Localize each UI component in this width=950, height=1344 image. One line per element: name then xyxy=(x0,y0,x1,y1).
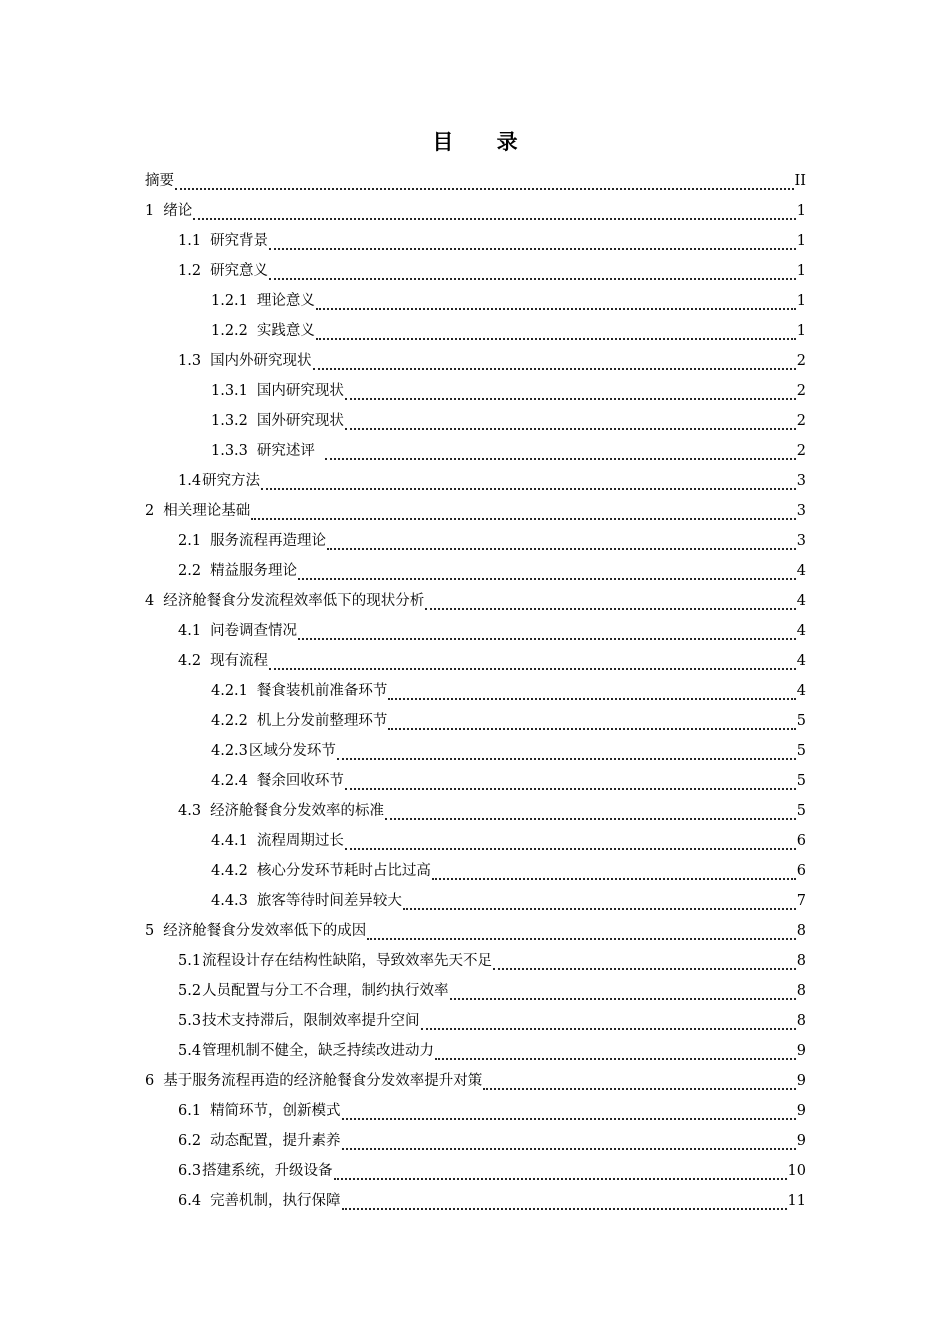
toc-entry-number: 1.3.2 xyxy=(211,413,248,429)
toc-entry-page-number: 8 xyxy=(796,923,806,939)
toc-entry-page-number: 4 xyxy=(796,563,806,579)
toc-entry-number: 1.4 xyxy=(178,473,202,489)
toc-entry-number: 4.2.1 xyxy=(211,683,248,699)
toc-entry[interactable] xyxy=(211,826,806,856)
toc-entry[interactable] xyxy=(211,886,806,916)
toc-entry-page-number: 2 xyxy=(796,413,806,429)
toc-entry-label: 区域分发环节 xyxy=(248,743,336,759)
toc-entry[interactable] xyxy=(211,316,806,346)
toc-entry-page-number: 11 xyxy=(787,1193,806,1209)
toc-entry-page-number: 3 xyxy=(796,503,806,519)
toc-entry-label: 动态配置，提升素养 xyxy=(210,1133,341,1149)
toc-entry-page-number: 9 xyxy=(796,1133,806,1149)
toc-leader-dots xyxy=(425,591,796,610)
toc-entry-label: 服务流程再造理论 xyxy=(210,533,327,549)
toc-entry-page-number: 3 xyxy=(796,473,806,489)
toc-leader-dots xyxy=(432,861,796,880)
toc-entry[interactable] xyxy=(178,976,806,1006)
toc-entry-label: 研究述评 xyxy=(256,443,315,459)
toc-leader-dots xyxy=(345,381,796,400)
toc-entry-label: 国外研究现状 xyxy=(256,413,344,429)
toc-entry-page-number: II xyxy=(794,173,806,189)
toc-entry-number: 1.1 xyxy=(178,233,202,249)
toc-entry-label: 搭建系统，升级设备 xyxy=(202,1163,333,1179)
toc-entry-label: 基于服务流程再造的经济舱餐食分发效率提升对策 xyxy=(163,1073,483,1089)
toc-entry-page-number: 8 xyxy=(796,1013,806,1029)
toc-leader-dots xyxy=(193,201,796,220)
toc-entry-number: 5 xyxy=(145,923,155,939)
toc-entry-label: 经济舱餐食分发流程效率低下的现状分析 xyxy=(163,593,425,609)
toc-leader-dots xyxy=(435,1041,796,1060)
toc-leader-dots xyxy=(269,651,796,670)
toc-entry[interactable] xyxy=(211,286,806,316)
toc-entry-page-number: 5 xyxy=(796,713,806,729)
toc-entry-number: 1.3.3 xyxy=(211,443,248,459)
toc-entry-label: 经济舱餐食分发效率低下的成因 xyxy=(163,923,367,939)
toc-entry-label: 相关理论基础 xyxy=(163,503,251,519)
toc-entry[interactable] xyxy=(178,1156,806,1186)
toc-entry-number: 4.4.3 xyxy=(211,893,248,909)
toc-entry-number: 1.2.1 xyxy=(211,293,248,309)
toc-entry[interactable] xyxy=(145,586,806,616)
page-title: 目 录 xyxy=(432,130,536,154)
toc-leader-dots xyxy=(388,711,795,730)
toc-entry-number: 4.2.4 xyxy=(211,773,248,789)
toc-entry-page-number: 2 xyxy=(796,383,806,399)
toc-leader-dots xyxy=(316,321,796,340)
toc-entry[interactable] xyxy=(178,1006,806,1036)
toc-entry-number: 1.2 xyxy=(178,263,202,279)
toc-leader-dots xyxy=(261,471,796,490)
toc-entry-number: 6.4 xyxy=(178,1193,202,1209)
toc-leader-dots xyxy=(327,531,796,550)
toc-leader-dots xyxy=(367,921,796,940)
toc-entry-number: 4.4.1 xyxy=(211,833,248,849)
toc-entry-label: 国内研究现状 xyxy=(256,383,344,399)
toc-leader-dots xyxy=(403,891,796,910)
toc-entry-page-number: 3 xyxy=(796,533,806,549)
toc-leader-dots xyxy=(334,1161,787,1180)
toc-entry-page-number: 9 xyxy=(796,1073,806,1089)
toc-entry-number: 2.2 xyxy=(178,563,202,579)
toc-entry-page-number: 4 xyxy=(796,653,806,669)
toc-entry-page-number: 6 xyxy=(796,863,806,879)
toc-entry-number: 5.4 xyxy=(178,1043,202,1059)
toc-entry-label: 摘要 xyxy=(145,173,174,189)
toc-leader-dots xyxy=(385,801,796,820)
toc-entry[interactable] xyxy=(211,706,806,736)
toc-entry[interactable] xyxy=(178,556,806,586)
toc-entry-label: 核心分发环节耗时占比过高 xyxy=(256,863,431,879)
toc-entry-page-number: 9 xyxy=(796,1043,806,1059)
toc-entry-page-number: 4 xyxy=(796,623,806,639)
toc-leader-dots xyxy=(345,411,796,430)
toc-leader-dots xyxy=(450,981,796,1000)
toc-entry-page-number: 8 xyxy=(796,953,806,969)
toc-entry-page-number: 5 xyxy=(796,773,806,789)
toc-entry-page-number: 5 xyxy=(796,743,806,759)
toc-entry-page-number: 9 xyxy=(796,1103,806,1119)
toc-entry-label: 餐余回收环节 xyxy=(256,773,344,789)
toc-entry-label: 绪论 xyxy=(163,203,193,219)
toc-entry[interactable] xyxy=(211,436,806,466)
toc-entry-number: 1 xyxy=(145,203,155,219)
toc-entry-number: 1.2.2 xyxy=(211,323,248,339)
toc-entry-number: 2 xyxy=(145,503,155,519)
toc-entry-number: 4.1 xyxy=(178,623,202,639)
toc-entry[interactable] xyxy=(145,916,806,946)
toc-leader-dots xyxy=(298,561,796,580)
toc-entry-number: 6.1 xyxy=(178,1103,202,1119)
toc-entry-number: 4.2 xyxy=(178,653,202,669)
toc-entry-page-number: 10 xyxy=(787,1163,806,1179)
toc-entry-page-number: 1 xyxy=(796,203,806,219)
toc-entry[interactable] xyxy=(178,946,806,976)
toc-entry[interactable] xyxy=(211,766,806,796)
toc-entry[interactable] xyxy=(178,1096,806,1126)
toc-entry-label: 现有流程 xyxy=(210,653,269,669)
toc-entry[interactable] xyxy=(178,1036,806,1066)
toc-entry-label: 研究方法 xyxy=(202,473,261,489)
toc-entry-label: 研究背景 xyxy=(210,233,269,249)
toc-leader-dots xyxy=(313,351,796,370)
toc-entry-page-number: 1 xyxy=(796,263,806,279)
toc-entry-number: 6.3 xyxy=(178,1163,202,1179)
toc-entry-label: 问卷调查情况 xyxy=(210,623,298,639)
toc-entry-page-number: 1 xyxy=(796,323,806,339)
toc-entry[interactable] xyxy=(211,856,806,886)
toc-entry-number: 5.1 xyxy=(178,953,202,969)
toc-entry[interactable] xyxy=(145,496,806,526)
toc-entry-label: 理论意义 xyxy=(256,293,315,309)
toc-entry[interactable] xyxy=(178,226,806,256)
toc-entry-number: 4.2.2 xyxy=(211,713,248,729)
toc-entry[interactable] xyxy=(178,646,806,676)
toc-entry-page-number: 4 xyxy=(796,593,806,609)
toc-entry-label: 实践意义 xyxy=(256,323,315,339)
toc-entry-label: 流程设计存在结构性缺陷，导致效率先天不足 xyxy=(202,953,493,969)
toc-leader-dots xyxy=(421,1011,796,1030)
toc-entry[interactable] xyxy=(178,616,806,646)
toc-leader-dots xyxy=(269,261,796,280)
toc-entry-number: 1.3.1 xyxy=(211,383,248,399)
toc-entry[interactable] xyxy=(211,736,806,766)
toc-entry-number: 1.3 xyxy=(178,353,202,369)
toc-entry-number: 6 xyxy=(145,1073,155,1089)
toc-leader-dots xyxy=(342,1101,796,1120)
toc-entry-label: 餐食装机前准备环节 xyxy=(256,683,388,699)
toc-entry-page-number: 1 xyxy=(796,293,806,309)
toc-entry-label: 国内外研究现状 xyxy=(210,353,312,369)
toc-entry[interactable] xyxy=(178,256,806,286)
toc-entry-page-number: 6 xyxy=(796,833,806,849)
toc-entry[interactable] xyxy=(178,1126,806,1156)
toc-entry-page-number: 4 xyxy=(796,683,806,699)
toc-entry-label: 人员配置与分工不合理，制约执行效率 xyxy=(202,983,449,999)
toc-leader-dots xyxy=(316,291,796,310)
toc-entry[interactable] xyxy=(145,1066,806,1096)
toc-entry-number: 4.3 xyxy=(178,803,202,819)
toc-entry[interactable] xyxy=(145,196,806,226)
toc-leader-dots xyxy=(345,771,796,790)
toc-entry-label: 精简环节，创新模式 xyxy=(210,1103,341,1119)
toc-entry-number: 4 xyxy=(145,593,155,609)
toc-leader-dots xyxy=(342,1191,787,1210)
toc-entry-label: 完善机制，执行保障 xyxy=(210,1193,341,1209)
toc-leader-dots xyxy=(345,831,796,850)
toc-leader-dots xyxy=(325,441,796,460)
toc-entry-number: 6.2 xyxy=(178,1133,202,1149)
toc-leader-dots xyxy=(342,1131,796,1150)
toc-entry-number: 4.4.2 xyxy=(211,863,248,879)
toc-entry[interactable] xyxy=(211,376,806,406)
toc-leader-dots xyxy=(493,951,796,970)
toc-leader-dots xyxy=(483,1071,796,1090)
toc-entry-label: 旅客等待时间差异较大 xyxy=(256,893,402,909)
toc-leader-dots xyxy=(388,681,795,700)
toc-entry[interactable] xyxy=(211,406,806,436)
toc-entry[interactable] xyxy=(178,466,806,496)
toc-entry[interactable] xyxy=(178,526,806,556)
toc-entry-label: 研究意义 xyxy=(210,263,269,279)
toc-entry[interactable] xyxy=(178,796,806,826)
toc-entry[interactable] xyxy=(145,166,806,196)
toc-entry-page-number: 2 xyxy=(796,353,806,369)
toc-entry-page-number: 2 xyxy=(796,443,806,459)
toc-entry-number: 2.1 xyxy=(178,533,202,549)
toc-entry-label: 精益服务理论 xyxy=(210,563,298,579)
toc-entry-label: 技术支持滞后，限制效率提升空间 xyxy=(202,1013,420,1029)
toc-entry-page-number: 7 xyxy=(796,893,806,909)
toc-leader-dots xyxy=(337,741,796,760)
toc-entry-label: 机上分发前整理环节 xyxy=(256,713,388,729)
toc-entry[interactable] xyxy=(178,346,806,376)
toc-entry-page-number: 8 xyxy=(796,983,806,999)
toc-entry-page-number: 1 xyxy=(796,233,806,249)
toc-entry-label: 流程周期过长 xyxy=(256,833,344,849)
toc-leader-dots xyxy=(269,231,796,250)
toc-entry-number: 4.2.3 xyxy=(211,743,248,759)
toc-entry[interactable] xyxy=(211,676,806,706)
toc-entry-number: 5.2 xyxy=(178,983,202,999)
toc-leader-dots xyxy=(175,171,794,190)
table-of-contents xyxy=(0,166,950,1216)
toc-entry-number: 5.3 xyxy=(178,1013,202,1029)
toc-entry-page-number: 5 xyxy=(796,803,806,819)
toc-entry-label: 经济舱餐食分发效率的标准 xyxy=(210,803,385,819)
toc-entry-label: 管理机制不健全，缺乏持续改进动力 xyxy=(202,1043,435,1059)
toc-entry[interactable] xyxy=(178,1186,806,1216)
toc-leader-dots xyxy=(298,621,796,640)
toc-leader-dots xyxy=(251,501,796,520)
